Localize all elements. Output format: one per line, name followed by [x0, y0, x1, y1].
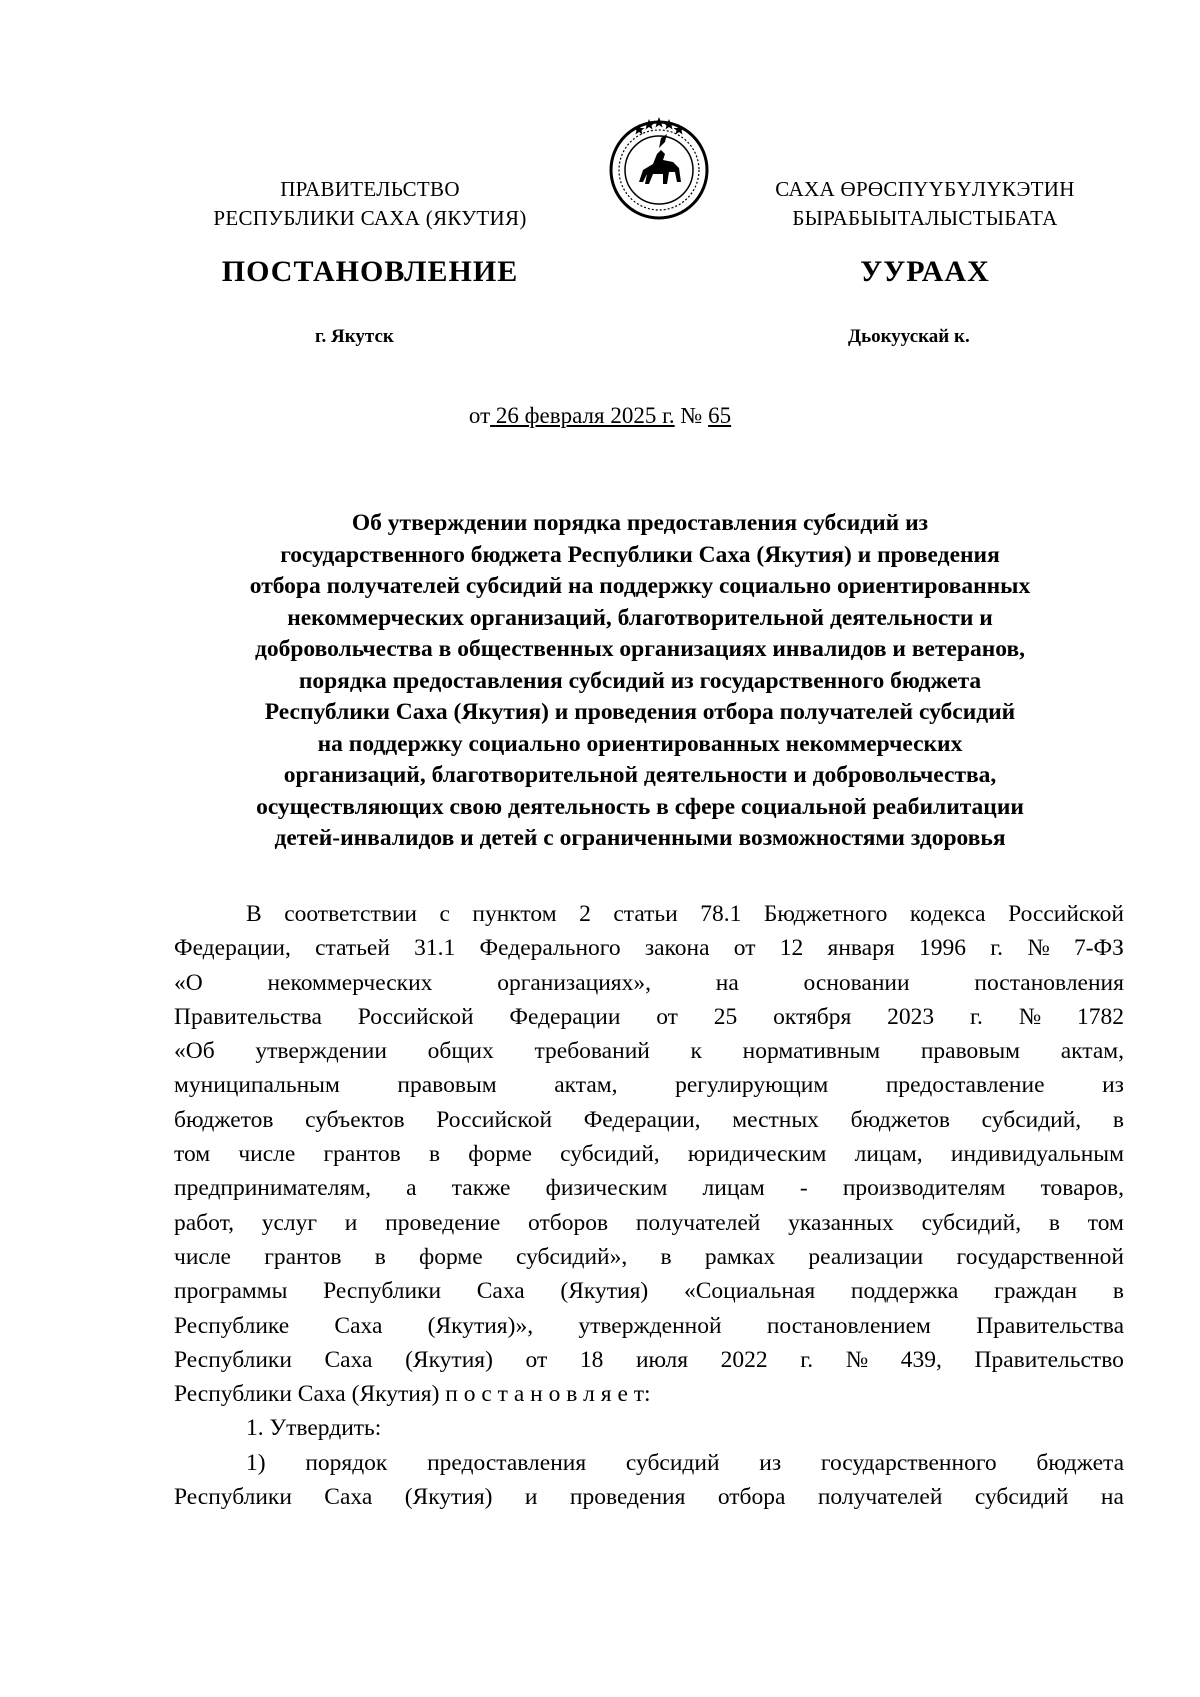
title-line: отбора получателей субсидий на поддержку социально ориентированных: [249, 573, 1031, 599]
body-line: том числе грантов в форме субсидий, юридическим лицам, индивидуальным: [174, 1141, 1124, 1168]
body-line: Правительства Российской Федерации от 25 октября 2023 г. № 1782: [174, 1003, 1124, 1030]
title-line: Республики Саха (Якутия) и проведения отбора получателей субсидий: [264, 699, 1016, 725]
header-left-line-2: РЕСПУБЛИКИ САХА (ЯКУТИЯ): [213, 206, 527, 230]
title-line: порядка предоставления субсидий из государственного бюджета: [298, 667, 982, 694]
coat-of-arms-emblem: [603, 112, 715, 224]
body-line: Федерации, статьей 31.1 Федерального закона от 12 января 1996 г. № 7-ФЗ: [174, 935, 1124, 962]
date-line: [0, 403, 1200, 429]
title-line: осуществляющих свою деятельность в сфере социальной реабилитации: [256, 793, 1024, 820]
title-line: государственного бюджета Республики Саха (Якутия) и проведения: [280, 541, 1000, 568]
body-line: «Об утверждении общих требований к нормативным правовым актам,: [174, 1038, 1124, 1065]
header-left-line-1: ПРАВИТЕЛЬСТВО: [280, 177, 460, 201]
body-line: Республики Саха (Якутия) п о с т а н о в л я е т:: [174, 1381, 651, 1408]
document-number: 65: [708, 403, 732, 428]
number-sign: №: [680, 403, 703, 428]
body-line: В соответствии с пунктом 2 статьи 78.1 Бюджетного кодекса Российской: [246, 901, 1124, 927]
date-text: 26 февраля 2025 г.: [495, 403, 675, 428]
title-line: организаций, благотворительной деятельности и добровольчества,: [283, 762, 997, 788]
body-line: предпринимателям, а также физическим лицам - производителям товаров,: [174, 1175, 1124, 1202]
title-line: детей-инвалидов и детей с ограниченными возможностями здоровья: [274, 825, 1006, 851]
city-russian: г. Якутск: [315, 326, 394, 347]
government-name-russian: [180, 175, 560, 233]
doc-type-russian: ПОСТАНОВЛЕНИЕ: [221, 255, 519, 288]
document-title: [160, 508, 1120, 855]
body-line: числе грантов в форме субсидий», в рамках реализации государственной: [174, 1243, 1124, 1270]
body-line: программы Республики Саха (Якутия) «Социальная поддержка граждан в: [174, 1278, 1124, 1305]
header-right-line-2: БЫРАБЫЫТАЛЫСТЫБАТА: [792, 206, 1058, 230]
item-1: 1. Утвердить:: [246, 1415, 382, 1442]
date-prefix: от: [468, 403, 491, 428]
body-line: бюджетов субъектов Российской Федерации, местных бюджетов субсидий, в: [174, 1106, 1124, 1133]
date-value: [490, 403, 675, 428]
title-line: Об утверждении порядка предоставления субсидий из: [351, 510, 929, 536]
body-line: Республики Саха (Якутия) от 18 июля 2022 г. № 439, Правительство: [174, 1346, 1124, 1373]
title-line: на поддержку социально ориентированных некоммерческих: [317, 730, 963, 757]
title-line: некоммерческих организаций, благотворительной деятельности и: [287, 604, 993, 631]
doc-type-yakut: УУРААХ: [860, 255, 990, 288]
item-1-1-line: 1) порядок предоставления субсидий из государственного бюджета: [246, 1449, 1124, 1476]
city-yakut: Дьокуускай к.: [848, 326, 970, 347]
body-line: муниципальным правовым актам, регулирующим предоставление из: [174, 1072, 1124, 1099]
body-line: «О некоммерческих организациях», на основании постановления: [174, 969, 1124, 996]
title-line: добровольчества в общественных организациях инвалидов и ветеранов,: [254, 636, 1026, 662]
body-line: работ, услуг и проведение отборов получателей указанных субсидий, в том: [174, 1209, 1124, 1236]
government-name-yakut: [735, 175, 1115, 233]
body-line: Республике Саха (Якутия)», утвержденной постановлением Правительства: [174, 1312, 1124, 1339]
document-body: [174, 897, 1124, 1514]
item-1-1-line: Республики Саха (Якутия) и проведения отбора получателей субсидий на: [174, 1484, 1124, 1511]
header-right-line-1: САХА ӨРӨСПҮҮБҮЛҮКЭТИН: [775, 177, 1075, 201]
